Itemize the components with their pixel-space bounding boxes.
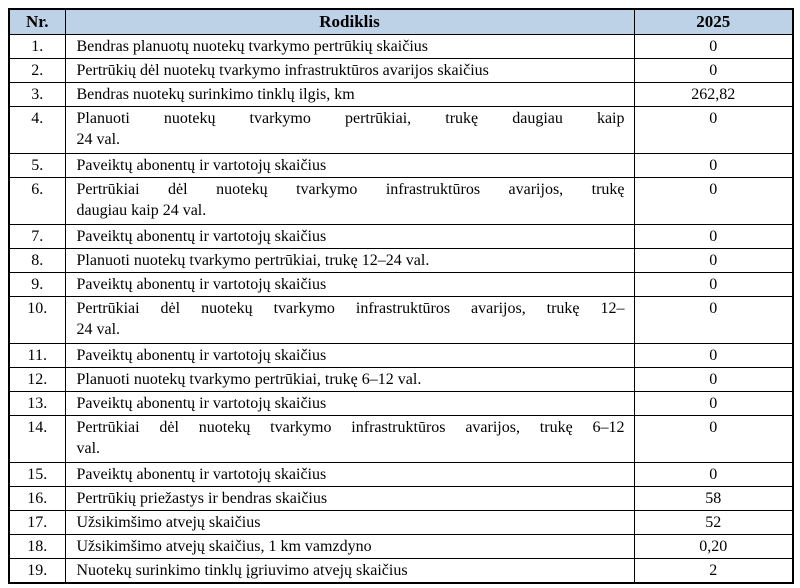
row-number-cell: 6. <box>9 177 65 224</box>
value-cell: 0,20 <box>634 534 793 558</box>
value-cell: 0 <box>634 224 793 248</box>
value-cell: 262,82 <box>634 82 793 106</box>
col-header-2025: 2025 <box>634 9 793 34</box>
value-cell: 0 <box>634 153 793 177</box>
table-row <box>9 462 793 486</box>
indicator-text-line: Paveiktų abonentų ir vartotojų skaičius <box>76 346 327 364</box>
table-row <box>9 177 793 224</box>
indicator-cell <box>65 177 634 224</box>
row-number-cell: 1. <box>9 34 65 58</box>
indicator-text-line: Užsikimšimo atvejų skaičius <box>76 513 261 531</box>
indicator-text-line: Nuotekų surinkimo tinklų įgriuvimo atvejų skaičius <box>76 561 408 579</box>
table-row <box>9 224 793 248</box>
indicator-text-line: Paveiktų abonentų ir vartotojų skaičius <box>76 156 327 174</box>
value-cell: 0 <box>634 415 793 462</box>
row-number-cell: 17. <box>9 510 65 534</box>
col-header-rodiklis: Rodiklis <box>65 9 634 34</box>
table-row <box>9 367 793 391</box>
value-cell: 52 <box>634 510 793 534</box>
indicator-cell <box>65 82 634 106</box>
row-number-cell: 13. <box>9 391 65 415</box>
indicator-text-line: Paveiktų abonentų ir vartotojų skaičius <box>76 394 327 412</box>
value-cell: 0 <box>634 367 793 391</box>
table-row <box>9 82 793 106</box>
indicator-text-line: 24 val. <box>76 320 121 338</box>
col-header-nr: Nr. <box>9 9 65 34</box>
value-cell: 0 <box>634 106 793 153</box>
indicator-cell <box>65 58 634 82</box>
row-number-cell: 3. <box>9 82 65 106</box>
row-number-cell: 18. <box>9 534 65 558</box>
indicator-cell <box>65 462 634 486</box>
value-cell: 0 <box>634 296 793 343</box>
value-cell: 0 <box>634 462 793 486</box>
indicator-text-line: Paveiktų abonentų ir vartotojų skaičius <box>76 275 327 293</box>
table-row <box>9 391 793 415</box>
indicator-cell <box>65 248 634 272</box>
row-number-cell: 10. <box>9 296 65 343</box>
indicator-text-line: daugiau kaip 24 val. <box>76 201 207 219</box>
table-row <box>9 58 793 82</box>
row-number-cell: 8. <box>9 248 65 272</box>
table-row <box>9 343 793 367</box>
table-row <box>9 272 793 296</box>
indicator-text-line: Planuoti nuotekų tvarkymo pertrūkiai, trukę 12–24 val. <box>76 251 430 269</box>
indicator-text-line: val. <box>76 439 101 457</box>
row-number-cell: 2. <box>9 58 65 82</box>
table-row <box>9 486 793 510</box>
indicator-cell <box>65 510 634 534</box>
row-number-cell: 16. <box>9 486 65 510</box>
table-row <box>9 106 793 153</box>
value-cell: 0 <box>634 248 793 272</box>
indicator-text-line: Paveiktų abonentų ir vartotojų skaičius <box>76 227 327 245</box>
indicator-text-line: Bendras planuotų nuotekų tvarkymo pertrūkių skaičius <box>76 37 428 55</box>
indicator-cell <box>65 224 634 248</box>
table-row <box>9 534 793 558</box>
table-row <box>9 248 793 272</box>
indicator-text-line: Užsikimšimo atvejų skaičius, 1 km vamzdyno <box>76 537 372 555</box>
indicator-cell <box>65 296 634 343</box>
indicator-text-line: Pertrūkiai dėl nuotekų tvarkymo infrastruktūros avarijos, trukę <box>76 180 625 198</box>
indicator-cell <box>65 106 634 153</box>
row-number-cell: 19. <box>9 558 65 583</box>
indicator-cell <box>65 391 634 415</box>
value-cell: 0 <box>634 343 793 367</box>
indicator-cell <box>65 534 634 558</box>
row-number-cell: 7. <box>9 224 65 248</box>
table-row <box>9 296 793 343</box>
table-row <box>9 510 793 534</box>
indicator-text-line: Planuoti nuotekų tvarkymo pertrūkiai, trukę 6–12 val. <box>76 370 422 388</box>
row-number-cell: 9. <box>9 272 65 296</box>
indicator-cell <box>65 34 634 58</box>
value-cell: 0 <box>634 391 793 415</box>
indicator-text-line: Paveiktų abonentų ir vartotojų skaičius <box>76 465 327 483</box>
table-row <box>9 415 793 462</box>
value-cell: 0 <box>634 58 793 82</box>
indicator-text-line: Bendras nuotekų surinkimo tinklų ilgis, km <box>76 85 355 103</box>
row-number-cell: 12. <box>9 367 65 391</box>
value-cell: 0 <box>634 177 793 224</box>
row-number-cell: 5. <box>9 153 65 177</box>
indicator-cell <box>65 272 634 296</box>
indicator-text-line: Pertrūkiai dėl nuotekų tvarkymo infrastruktūros avarijos, trukę 12– <box>76 299 625 317</box>
indicator-cell <box>65 153 634 177</box>
header-row <box>9 9 793 34</box>
value-cell: 0 <box>634 272 793 296</box>
indicator-text-line: Planuoti nuotekų tvarkymo pertrūkiai, trukę daugiau kaip <box>76 109 625 127</box>
row-number-cell: 11. <box>9 343 65 367</box>
indicator-cell <box>65 486 634 510</box>
indicator-cell <box>65 367 634 391</box>
indicator-text-line: 24 val. <box>76 130 121 148</box>
table-row <box>9 34 793 58</box>
indicator-cell <box>65 558 634 583</box>
table-row <box>9 153 793 177</box>
table-row <box>9 558 793 583</box>
row-number-cell: 4. <box>9 106 65 153</box>
indicator-text-line: Pertrūkių dėl nuotekų tvarkymo infrastruktūros avarijos skaičius <box>76 61 489 79</box>
value-cell: 2 <box>634 558 793 583</box>
value-cell: 0 <box>634 34 793 58</box>
indicator-cell <box>65 343 634 367</box>
row-number-cell: 14. <box>9 415 65 462</box>
indicator-text-line: Pertrūkiai dėl nuotekų tvarkymo infrastruktūros avarijos, trukę 6–12 <box>76 418 625 436</box>
row-number-cell: 15. <box>9 462 65 486</box>
value-cell: 58 <box>634 486 793 510</box>
indicators-table <box>8 8 794 584</box>
indicator-cell <box>65 415 634 462</box>
indicator-text-line: Pertrūkių priežastys ir bendras skaičius <box>76 489 328 507</box>
